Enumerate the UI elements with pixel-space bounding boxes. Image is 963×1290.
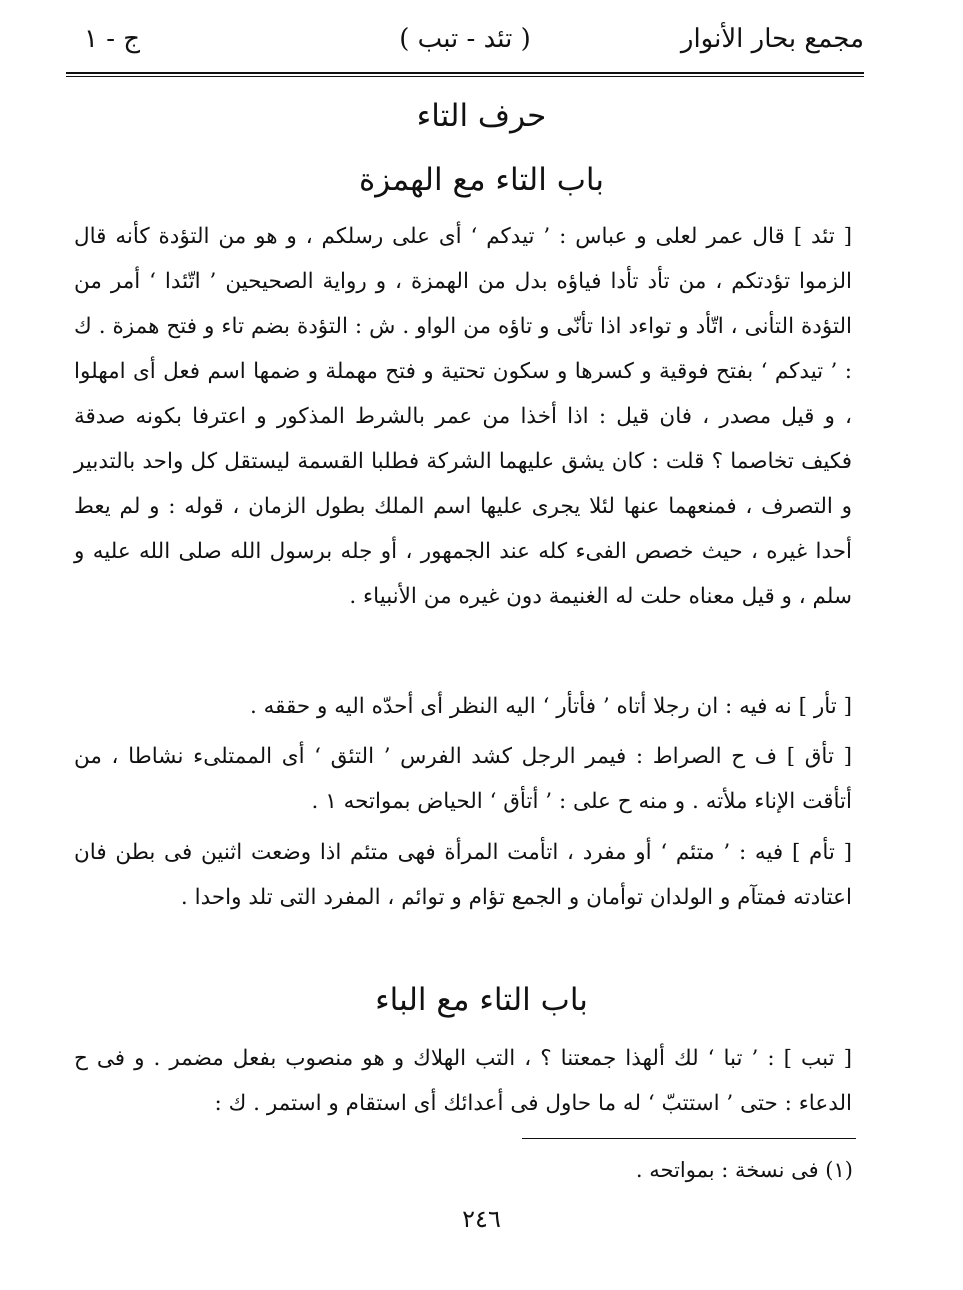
book-title: مجمع بحار الأنوار bbox=[680, 24, 864, 54]
entry-ta-q bbox=[74, 734, 852, 824]
chapter-heading-hamza: باب التاء مع الهمزة bbox=[359, 162, 604, 198]
chapter-heading-ba: باب التاء مع الباء bbox=[375, 982, 588, 1018]
entry-text: فيه : ’ متئم ‘ أو مفرد ، اتأمت المرأة فهى متئم اذا وضعت اثنين فى بطن فان اعتادته فمتآم و الولدان توأمان و الجمع تؤام و توائم ، المفرد التى تلد واحدا . bbox=[74, 840, 852, 910]
entry-text: ف ح الصراط : فيمر الرجل كشد الفرس ’ التئق ‘ أى الممتلىء نشاطا ، من أتأقت الإناء ملأته . و منه ح على : ’ أتأق ‘ الحياض بمواتحه ١ . bbox=[74, 744, 852, 814]
entry-headword: [ تئد ] bbox=[793, 224, 852, 249]
page-number: ٢٤٦ bbox=[462, 1205, 501, 1233]
entry-ta-d bbox=[74, 214, 852, 619]
header-rule bbox=[66, 72, 864, 77]
volume-label: ج - ١ bbox=[84, 24, 141, 54]
running-head bbox=[66, 20, 864, 66]
entry-headword: [ تأم ] bbox=[791, 840, 852, 865]
entry-text: : ’ تبا ‘ لك ألهذا جمعتنا ؟ ، التب الهلاك و هو منصوب بفعل مضمر . و فى ح الدعاء : حتى ’ استتبّ ‘ له ما حاول فى أعدائك أى استقام و استمر . ك : bbox=[74, 1046, 852, 1116]
entry-text: نه فيه : ان رجلا أتاه ’ فأتأر ‘ اليه النظر أى أحدّه اليه و حققه . bbox=[249, 694, 792, 719]
entry-ta-r bbox=[74, 684, 852, 729]
letter-heading: حرف التاء bbox=[416, 98, 547, 134]
footnote: (١) فى نسخة : بمواتحه . bbox=[635, 1158, 853, 1182]
footnote-rule bbox=[522, 1138, 856, 1139]
entry-ta-m bbox=[74, 830, 852, 920]
entry-range: ( تئد - تبب ) bbox=[399, 24, 531, 54]
entry-tabb bbox=[74, 1036, 852, 1126]
entry-headword: [ تأر ] bbox=[798, 694, 852, 719]
entry-headword: [ تبب ] bbox=[783, 1046, 852, 1071]
entry-text: قال عمر لعلى و عباس : ’ تيدكم ‘ أى على رسلكم ، و هو من التؤدة كأنه قال الزموا تؤدتكم ، من تأد تأدا فياؤه بدل من الهمزة ، و رواية الصحيحين ’ اتّئدا ‘ أمر من التؤدة التأنى ، اتّأد و تواءد اذا تأنّى و تاؤه من الواو . ش : التؤدة بضم تاء و فتح همزة . ك : ’ تيدكم ‘ بفتح فوقية و كسرها و سكون تحتية و فتح مهملة و ضمها اسم فعل أى امهلوا ، و قيل مصدر ، فان قيل : اذا أخذا من عمر بالشرط المذكور و اعترفا بكونه صدقة فكيف تخاصما ؟ قلت : كان يشق عليهما الشركة فطلبا القسمة ليستقل كل واحد بالتدبير و التصرف ، فمنعهما عنها لئلا يجرى عليها اسم الملك بطول الزمان ، قوله : و لم يعط أحدا غيره ، حيث خصص الفىء كله عند الجمهور ، أو جله برسول الله صلى الله عليه و سلم ، و قيل معناه حلت له الغنيمة دون غيره من الأنبياء . bbox=[74, 224, 852, 609]
entry-headword: [ تأق ] bbox=[786, 744, 852, 769]
